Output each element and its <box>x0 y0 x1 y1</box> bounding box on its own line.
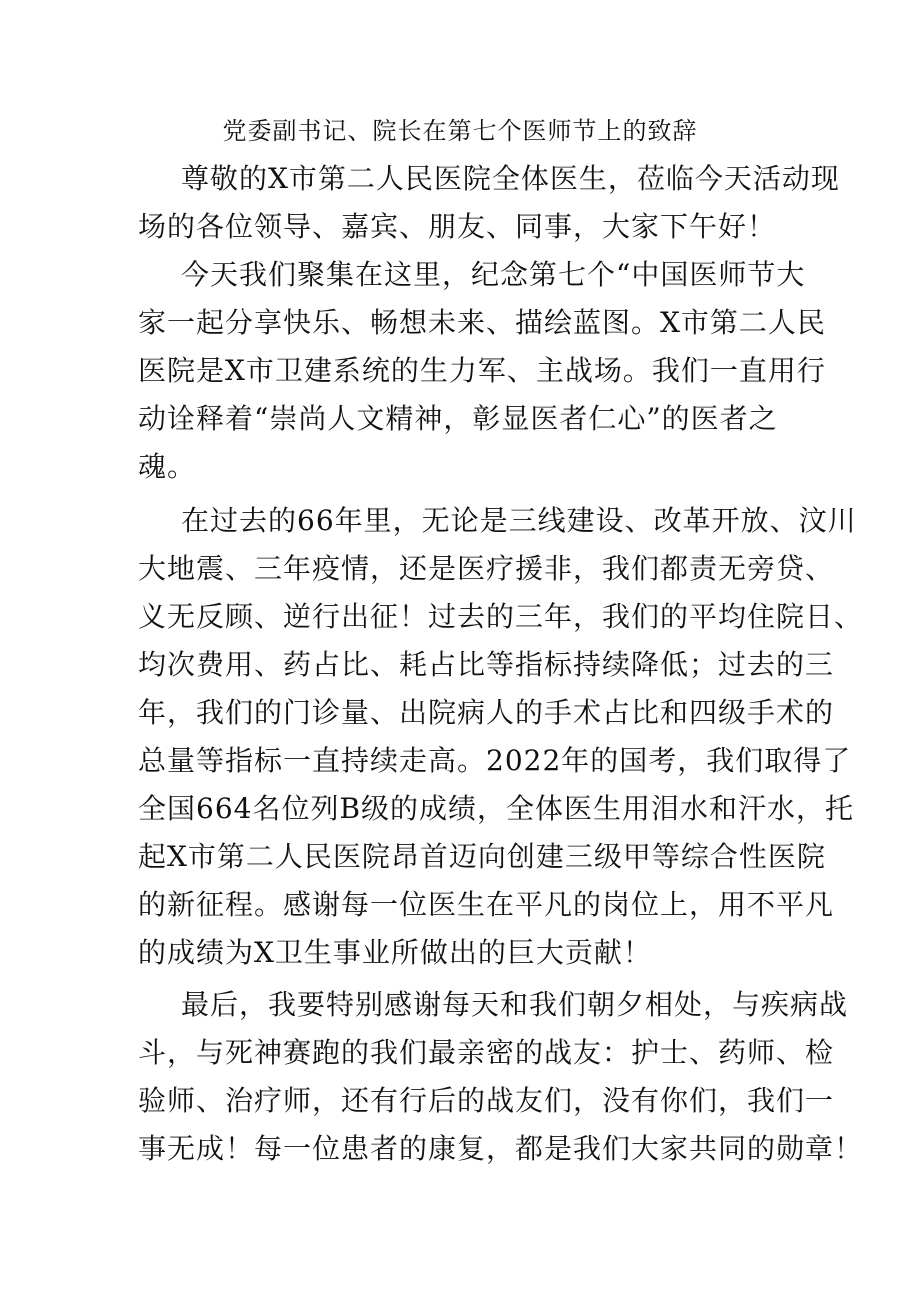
paragraph-3-line-3: 验师、治疗师，还有行后的战友们，没有你们，我们一 <box>138 1084 835 1117</box>
paragraph-3-line-4: 事无成！每一位患者的康复，都是我们大家共同的勋章！ <box>138 1132 864 1165</box>
paragraph-3-line-2: 斗，与死神赛跑的我们最亲密的战友：护士、药师、检 <box>138 1036 835 1069</box>
paragraph-2-line-10: 的成绩为X卫生事业所做出的巨大贡献！ <box>138 936 652 969</box>
paragraph-1-line-5: 魂。 <box>138 450 197 483</box>
salutation-line-1: 尊敬的X市第二人民医院全体医生，莅临今天活动现 <box>181 162 840 195</box>
paragraph-2-line-7: 全国664名位列B级的成绩，全体医生用泪水和汗水，托 <box>138 792 855 825</box>
paragraph-1-line-4: 动诠释着“崇尚人文精神，彰显医者仁心”的医者之 <box>138 402 778 435</box>
paragraph-1-line-2: 家一起分享快乐、畅想未来、描绘蓝图。X市第二人民 <box>138 306 826 339</box>
paragraph-2-line-3: 义无反顾、逆行出征！过去的三年，我们的平均住院日、 <box>138 600 864 633</box>
paragraph-1-line-1: 今天我们聚集在这里，纪念第七个“中国医师节大 <box>181 258 806 291</box>
salutation-line-2: 场的各位领导、嘉宾、朋友、同事，大家下午好！ <box>138 210 777 243</box>
paragraph-2-line-5: 年，我们的门诊量、出院病人的手术占比和四级手术的 <box>138 696 835 729</box>
paragraph-2-line-8: 起X市第二人民医院昂首迈向创建三级甲等综合性医院 <box>138 840 826 873</box>
paragraph-1-line-3: 医院是X市卫建系统的生力军、主战场。我们一直用行 <box>138 354 826 387</box>
paragraph-2-line-1: 在过去的66年里，无论是三线建设、改革开放、汶川 <box>181 504 857 537</box>
paragraph-2-line-2: 大地震、三年疫情，还是医疗援非，我们都责无旁贷、 <box>138 552 835 585</box>
paragraph-2-line-9: 的新征程。感谢每一位医生在平凡的岗位上，用不平凡 <box>138 888 835 921</box>
paragraph-2-line-4: 均次费用、药占比、耗占比等指标持续降低；过去的三 <box>138 648 835 681</box>
paragraph-3-line-1: 最后，我要特别感谢每天和我们朝夕相处，与疾病战 <box>181 988 849 1021</box>
document-title: 党委副书记、院长在第七个医师节上的致辞 <box>222 117 698 145</box>
paragraph-2-line-6: 总量等指标一直持续走高。2022年的国考，我们取得了 <box>138 744 852 777</box>
